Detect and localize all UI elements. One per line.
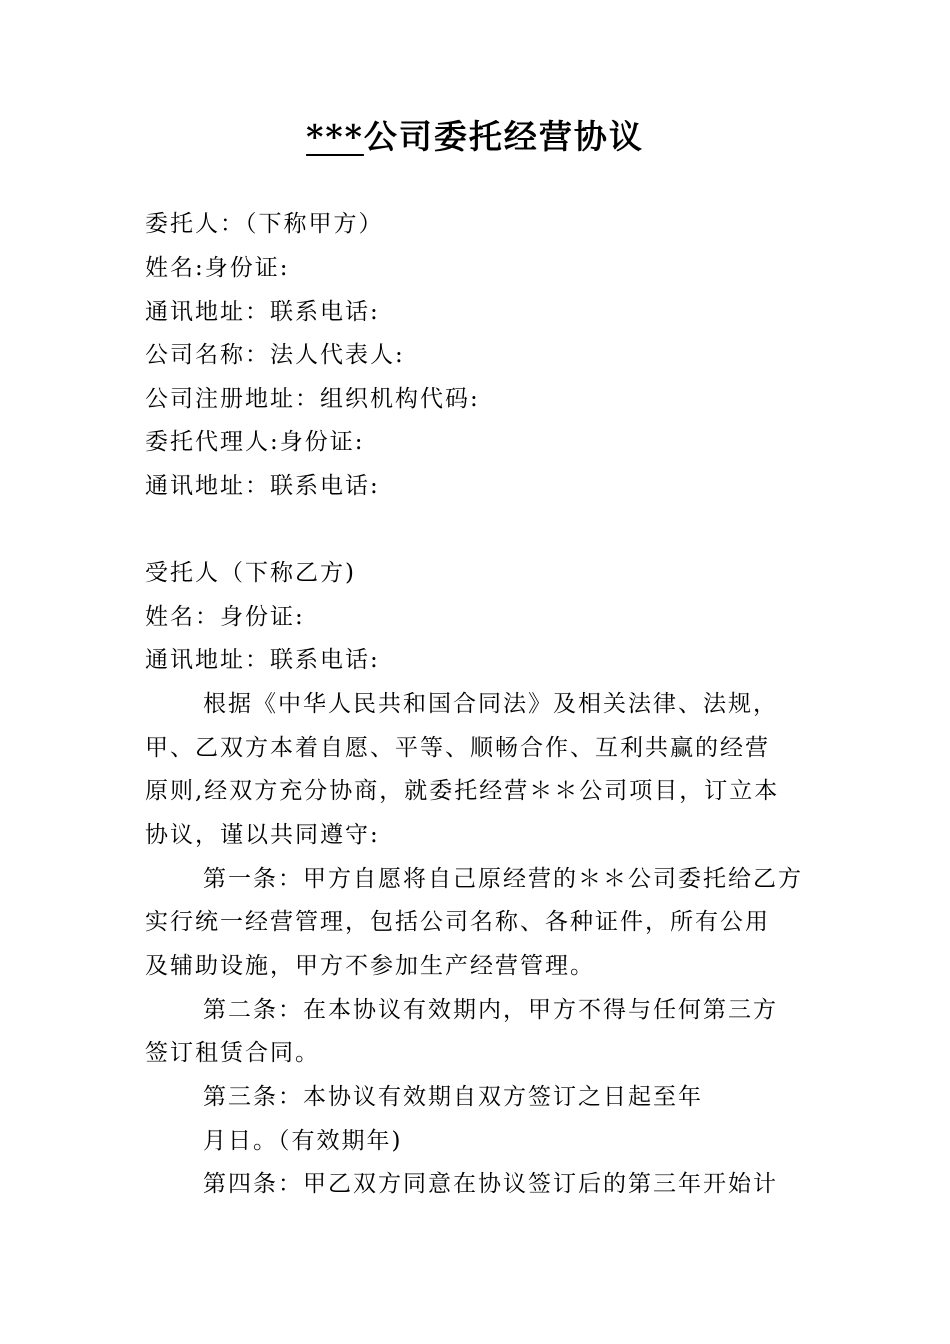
article-2-line-1: 第二条：在本协议有效期内，甲方不得与任何第三方 [203, 997, 778, 1023]
article-3-line-1: 第三条：本协议有效期自双方签订之日起至年 [203, 1084, 703, 1110]
principal-name-id-line: 姓名:身份证: [145, 255, 290, 281]
agent-name-id-line: 委托代理人:身份证: [145, 429, 365, 455]
company-name-legal-rep-line: 公司名称：法人代表人: [145, 342, 405, 368]
article-1-line-3: 及辅助设施，甲方不参加生产经营管理。 [145, 953, 595, 979]
trustee-address-phone-line: 通讯地址：联系电话: [145, 647, 380, 673]
title-placeholder-stars: *** [306, 117, 364, 156]
article-1-line-1: 第一条：甲方自愿将自己原经营的＊＊公司委托给乙方 [203, 866, 803, 892]
trustee-name-id-line: 姓名：身份证: [145, 604, 305, 630]
preamble-line-1: 根据《中华人民共和国合同法》及相关法律、法规， [203, 691, 778, 717]
agent-address-phone-line: 通讯地址：联系电话: [145, 473, 380, 499]
title-text: 公司委托经营协议 [363, 117, 644, 156]
preamble-line-3: 原则,经双方充分协商，就委托经营＊＊公司项目，订立本 [145, 778, 780, 804]
trustee-label: 受托人（下称乙方) [145, 560, 356, 586]
preamble-line-2: 甲、乙双方本着自愿、平等、顺畅合作、互利共赢的经营 [145, 735, 770, 761]
article-1-line-2: 实行统一经营管理，包括公司名称、各种证件，所有公用 [145, 909, 770, 935]
preamble-line-4: 协议，谨以共同遵守: [145, 822, 380, 848]
principal-label: 委托人：（下称甲方） [145, 211, 384, 237]
article-4-line-1: 第四条：甲乙双方同意在协议签订后的第三年开始计 [203, 1171, 778, 1197]
principal-address-phone-line: 通讯地址：联系电话: [145, 299, 380, 325]
document-title [0, 112, 950, 162]
article-2-line-2: 签订租赁合同。 [145, 1040, 320, 1066]
article-3-line-2: 月日。（有效期年) [203, 1128, 403, 1154]
company-address-org-code-line: 公司注册地址：组织机构代码: [145, 386, 480, 412]
